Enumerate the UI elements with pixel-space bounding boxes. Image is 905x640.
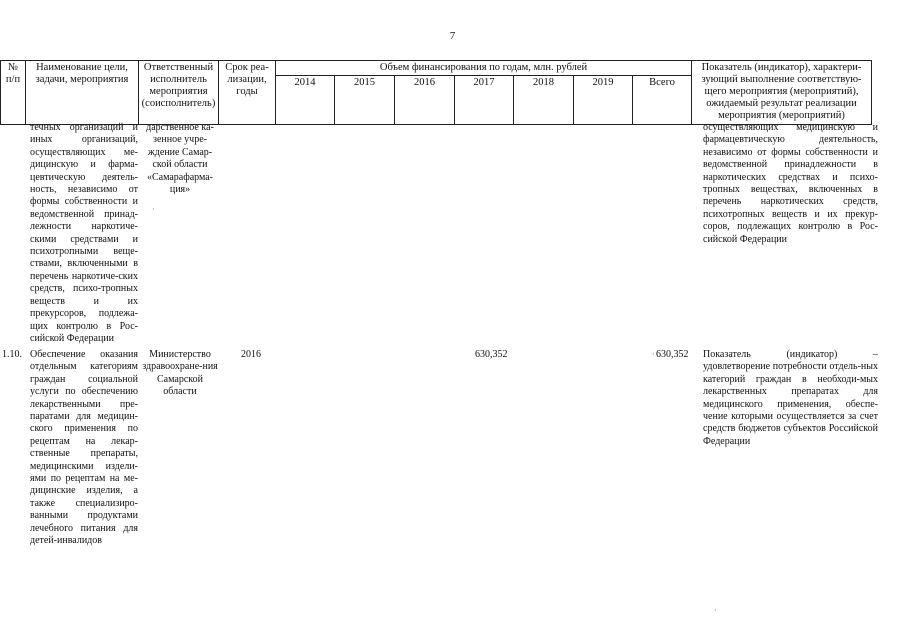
header-total: Всего [633,76,692,125]
row1-name: течных организаций и иных организаций, осуществляющих ме-дицинскую и фарма-цевтическую деятель-ность, независимо от формы собственности и ведомственной принад-лежности наркотиче-скими средствами и психотропными веще-ствами, включенными в перечень наркотиче-ских средств, психо-тропных веществ и их прекурсоров, подлежа-щих контролю в Рос-сийской Федерации [30,122,138,344]
row1-indicator: осуществляющих медицинскую и фармацевтическую деятельность, независимо от формы собственности и ведомственной принадлежности в наркотических средствах и психо-тропных веществах, включенных в перечень наркотических средств, психотропных веществ и их прекур-соров, подлежащих контролю в Рос-сийской Федерации [703,122,878,245]
row1-executor: дарственное ка-зенное учре-ждение Самар-ской области «Самарафарма-ция» [146,122,214,196]
header-year: 2016 [395,76,455,125]
header-num: № п/п [1,61,26,125]
row2-executor: Министерство здравоохране-ния Самарской области [142,349,218,398]
financing-table-header [0,60,872,125]
header-name: Наименование цели, задачи, мероприятия [26,61,139,125]
header-executor: Ответственный исполнитель мероприятия (соисполнитель) [139,61,219,125]
header-indicator: Показатель (индикатор), характери-зующий выполнение соответствую-щего мероприятия (мероприятий), ожидаемый результат реализации мероприятия (мероприятий) [692,61,872,125]
header-term: Срок реа-лизации, годы [219,61,276,125]
row2-value-2017: 630,352 [475,349,508,360]
scan-speck: · [152,205,155,214]
header-year: 2014 [276,76,335,125]
scan-speck: · [652,350,655,359]
row2-name: Обеспечение оказания отдельным категориям граждан социальной услуги по обеспечению лекарственными пре-паратами для медицин-ского применения по рецептам на лекар-ственные препараты, медицинскими издели-ями по рецептам на ме-дицинские изделия, а также специализиро-ванными продуктами лечебного питания для детей-инвалидов [30,349,138,547]
scan-speck: · [714,606,717,615]
header-financing: Объем финансирования по годам, млн. рублей [276,61,692,76]
row2-total: 630,352 [656,349,689,360]
row2-term: 2016 [241,349,261,360]
header-year: 2015 [335,76,395,125]
row2-num: 1.10. [2,349,22,360]
page-number: 7 [449,30,456,42]
header-year: 2019 [574,76,633,125]
header-year: 2017 [455,76,514,125]
row2-indicator: Показатель (индикатор) – удовлетворение потребности отдель-ных категорий граждан в необходи-мых лекарственных препаратах для медицинского применения, обеспе-чение которыми осуществляется за счет средств бюджетов субъектов Российской Федерации [703,349,878,447]
header-year: 2018 [514,76,574,125]
